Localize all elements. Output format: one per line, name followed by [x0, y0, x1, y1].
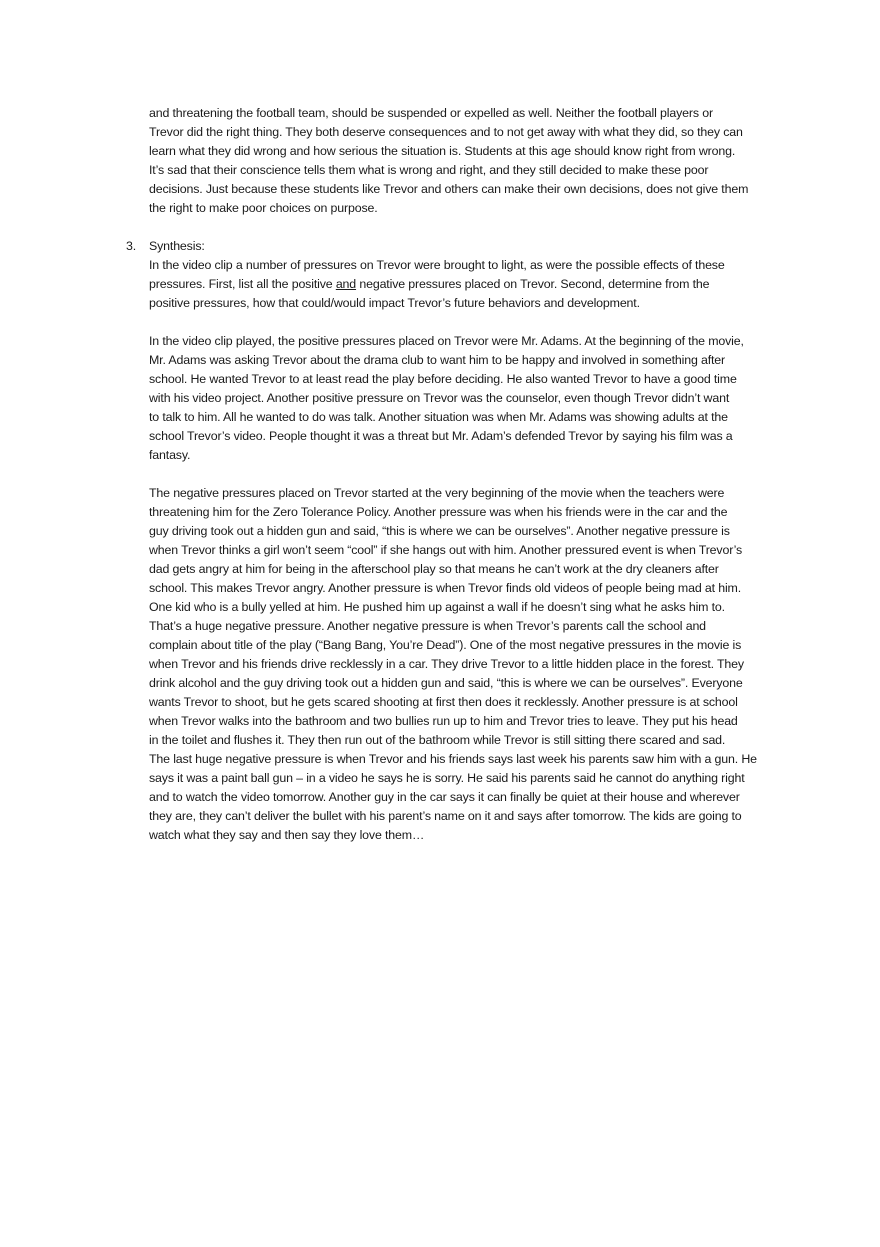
text-line: watch what they say and then say they love them… — [149, 828, 425, 842]
text-line: That’s a huge negative pressure. Another negative pressure is when Trevor’s parents call the school and — [149, 619, 706, 633]
text-line: the right to make poor choices on purpose. — [149, 201, 378, 215]
paragraph-consequences — [149, 104, 789, 218]
underlined-word: and — [335, 277, 357, 291]
text-line: and to watch the video tomorrow. Another guy in the car says it can finally be quiet at their house and wherever — [149, 790, 740, 804]
text-line: Mr. Adams was asking Trevor about the drama club to want him to be happy and involved in something after — [149, 353, 726, 367]
text-line: complain about title of the play (“Bang Bang, You’re Dead”). One of the most negative pressures in the movie is — [149, 638, 742, 652]
text-line: The last huge negative pressure is when Trevor and his friends says last week his parents saw him with a gun. He — [149, 752, 757, 766]
text-line: wants Trevor to shoot, but he gets scared shooting at first then does it recklessly. Another pressure is at school — [149, 695, 738, 709]
text-line: school. He wanted Trevor to at least read the play before deciding. He also wanted Trevor to have a good time — [149, 372, 737, 386]
document-page — [126, 104, 789, 845]
paragraph-gap — [149, 465, 789, 484]
text-line: In the video clip played, the positive pressures placed on Trevor were Mr. Adams. At the beginning of the movie, — [149, 334, 744, 348]
section-heading: Synthesis: — [149, 239, 205, 253]
text-line: It’s sad that their conscience tells them what is wrong and right, and they still decided to make these poor — [149, 163, 709, 177]
text-line: when Trevor walks into the bathroom and two bullies run up to him and Trevor tries to leave. They put his head — [149, 714, 738, 728]
text-line: says it was a paint ball gun – in a video he says he is sorry. He said his parents said he cannot do anything right — [149, 771, 745, 785]
text-line: drink alcohol and the guy driving took out a hidden gun and said, “this is where we can be ourselves”. Everyone — [149, 676, 743, 690]
paragraph-gap — [149, 218, 789, 237]
text-line: One kid who is a bully yelled at him. He pushed him up against a wall if he doesn’t sing what he asks him to. — [149, 600, 725, 614]
prompt-text: pressures. First, list all the positive — [149, 277, 336, 291]
list-number: 3. — [126, 239, 137, 253]
text-line: guy driving took out a hidden gun and said, “this is where we can be ourselves”. Another negative pressure is — [149, 524, 730, 538]
text-line: Trevor did the right thing. They both deserve consequences and to not get away with what they did, so they can — [149, 125, 743, 139]
prompt-line — [149, 275, 789, 294]
text-line: when Trevor and his friends drive recklessly in a car. They drive Trevor to a little hidden place in the forest. They — [149, 657, 744, 671]
text-line: in the toilet and flushes it. They then run out of the bathroom while Trevor is still sitting there scared and sad. — [149, 733, 726, 747]
text-line: decisions. Just because these students like Trevor and others can make their own decisions, does not give them — [149, 182, 749, 196]
text-line: school. This makes Trevor angry. Another pressure is when Trevor finds old videos of people being mad at him. — [149, 581, 742, 595]
text-line: when Trevor thinks a girl won’t seem “cool” if she hangs out with him. Another pressured event is when Trevor’s — [149, 543, 743, 557]
prompt-line: positive pressures, how that could/would impact Trevor’s future behaviors and development. — [149, 296, 640, 310]
list-item-synthesis — [126, 237, 789, 845]
text-line: school Trevor’s video. People thought it was a threat but Mr. Adam’s defended Trevor by saying his film was a — [149, 429, 733, 443]
text-line: The negative pressures placed on Trevor started at the very beginning of the movie when the teachers were — [149, 486, 725, 500]
text-line: with his video project. Another positive pressure on Trevor was the counselor, even though Trevor didn’t want — [149, 391, 730, 405]
prompt-line: In the video clip a number of pressures on Trevor were brought to light, as were the possible effects of these — [149, 258, 725, 272]
prompt-text: negative pressures placed on Trevor. Second, determine from the — [356, 277, 710, 291]
text-line: and threatening the football team, should be suspended or expelled as well. Neither the football players or — [149, 106, 713, 120]
text-line: they are, they can’t deliver the bullet with his parent’s name on it and says after tomorrow. The kids are going to — [149, 809, 742, 823]
text-line: fantasy. — [149, 448, 191, 462]
paragraph-positive-pressures — [149, 332, 789, 465]
text-line: threatening him for the Zero Tolerance Policy. Another pressure was when his friends were in the car and the — [149, 505, 728, 519]
text-line: to talk to him. All he wanted to do was talk. Another situation was when Mr. Adams was showing adults at the — [149, 410, 728, 424]
paragraph-gap — [149, 313, 789, 332]
text-line: learn what they did wrong and how serious the situation is. Students at this age should know right from wrong. — [149, 144, 736, 158]
paragraph-negative-pressures — [149, 484, 789, 845]
text-line: dad gets angry at him for being in the afterschool play so that means he can’t work at the dry cleaners after — [149, 562, 719, 576]
